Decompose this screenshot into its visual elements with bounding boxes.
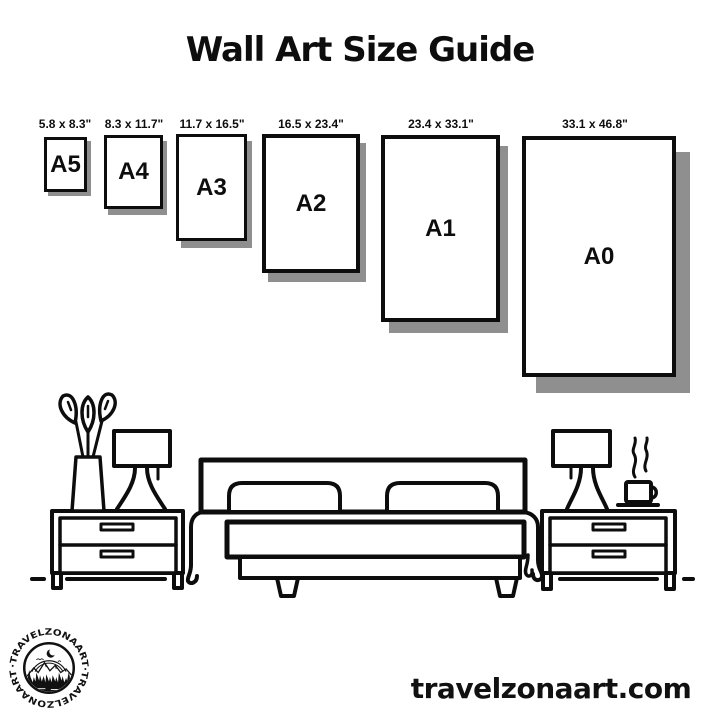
poster-frame-a3: [176, 134, 247, 241]
frame-name-a4: A4: [118, 158, 149, 185]
nightstand-left-icon: [52, 511, 183, 588]
plant-vase-icon: [60, 394, 115, 511]
frame-size-label-a2: 16.5 x 23.4": [278, 117, 344, 131]
table-lamp-right-icon: [553, 431, 610, 509]
bedroom-illustration: [0, 382, 720, 608]
frame-size-label-a1: 23.4 x 33.1": [408, 117, 474, 131]
frame-size-label-a4: 8.3 x 11.7": [104, 117, 164, 131]
frame-name-a1: A1: [425, 214, 456, 242]
frame-size-label-a0: 33.1 x 46.8": [562, 117, 628, 131]
page-title: Wall Art Size Guide: [185, 30, 535, 70]
table-lamp-left-icon: [114, 431, 170, 509]
poster-frame-a0: [522, 136, 676, 377]
poster-frame-a5: [44, 137, 87, 192]
poster-frame-a4: [104, 135, 163, 209]
bed-icon: [188, 460, 542, 596]
frame-size-label-a5: 5.8 x 8.3": [38, 117, 92, 131]
logo-ring-text: ·TRAVELZONAART·TRAVELZONAART: [8, 627, 90, 709]
frame-name-a5: A5: [50, 150, 81, 178]
website-url: travelzonaart.com: [410, 672, 692, 705]
coffee-cup-icon: [618, 438, 658, 505]
poster-frame-a1: [381, 135, 500, 322]
logo-mountain-scene: [26, 648, 73, 697]
poster-frame-a2: [262, 134, 360, 273]
brand-logo: [4, 623, 94, 713]
frame-name-a2: A2: [295, 189, 327, 217]
frame-name-a3: A3: [196, 173, 227, 201]
frame-size-label-a3: 11.7 x 16.5": [179, 117, 245, 131]
frame-name-a0: A0: [583, 242, 615, 270]
